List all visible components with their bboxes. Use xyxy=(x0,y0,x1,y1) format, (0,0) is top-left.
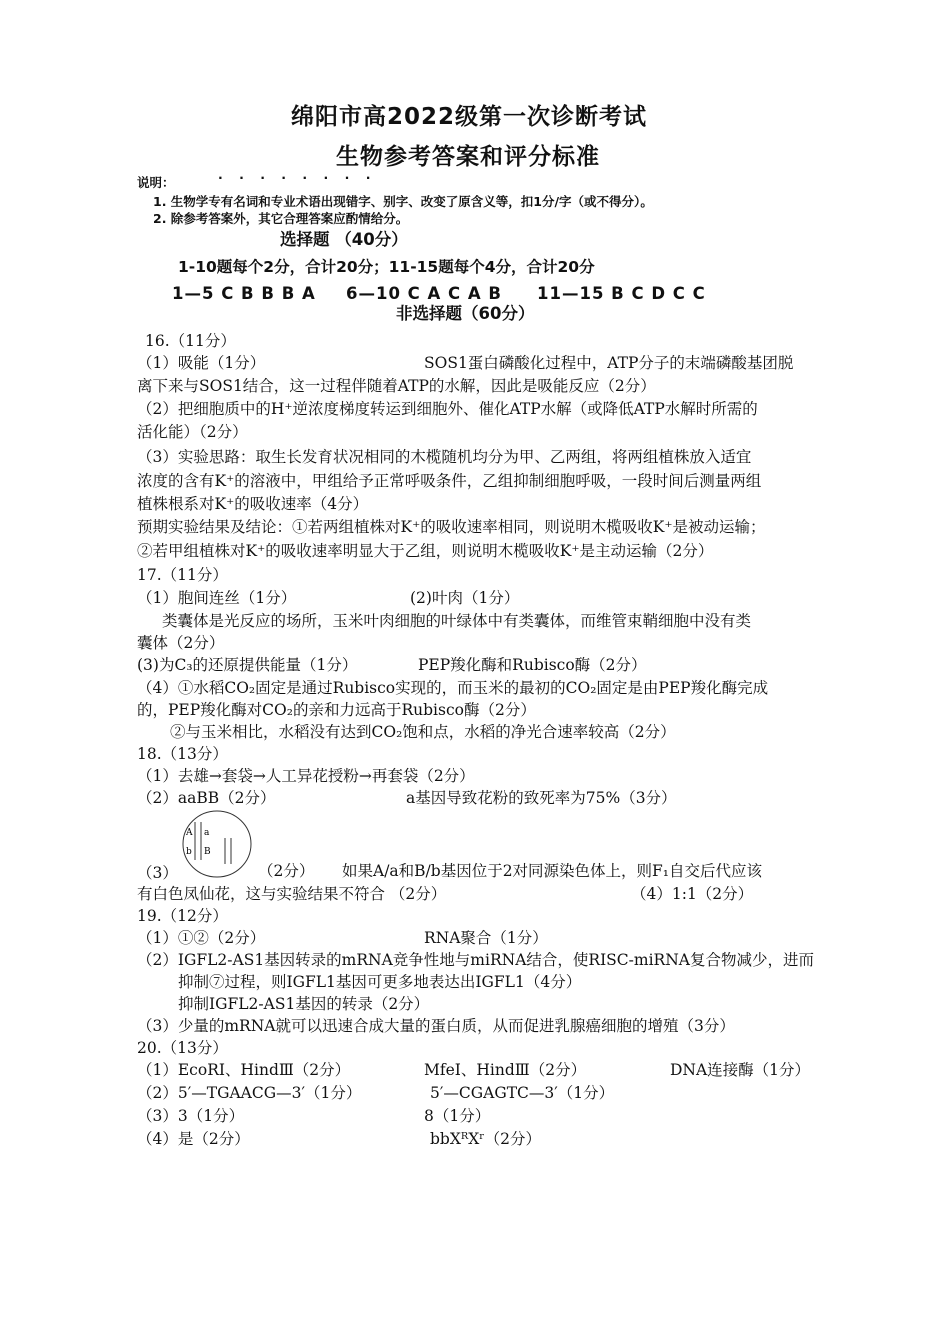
q17-answer-3: (3)为C₃的还原提供能量（1分） xyxy=(137,656,358,674)
q16-answer-1: （1）吸能（1分） xyxy=(137,354,266,372)
q16-prediction: 预期实验结果及结论：①若两组植株对K⁺的吸收速率相同，则说明木榄吸收K⁺是被动运输； xyxy=(137,518,766,536)
q20-heading: 20.（13分） xyxy=(137,1039,228,1057)
q20-answer-3b: 8（1分） xyxy=(424,1107,491,1125)
choice-scoring: 1-10题每个2分，合计20分；11-15题每个4分，合计20分 xyxy=(178,258,595,276)
q16-answer-2-cont: 活化能）（2分） xyxy=(137,423,248,441)
q20-answer-1: （1）EcoRI、HindⅢ（2分） xyxy=(137,1061,351,1079)
q20-answer-4: （4）是（2分） xyxy=(137,1130,250,1148)
q19-heading: 19.（12分） xyxy=(137,907,228,925)
q20-answer-1c: DNA连接酶（1分） xyxy=(670,1061,811,1079)
q20-answer-3: （3）3（1分） xyxy=(137,1107,245,1125)
q20-answer-2: （2）5′—TGAACG—3′（1分） xyxy=(137,1084,362,1102)
q18-answer-2: （2）aaBB（2分） xyxy=(137,789,276,807)
q16-answer-3: （3）实验思路：取生长发育状况相同的木榄随机均分为甲、乙两组，将两组植株放入适宜 xyxy=(137,448,752,466)
q16-heading: 16.（11分） xyxy=(145,332,236,350)
q18-answer-3-explain: 如果A/a和B/b基因位于2对同源染色体上，则F₁自交后代应该 xyxy=(342,862,763,880)
q16-answer-1-explain-cont: 离下来与SOS1结合，这一过程伴随着ATP的水解，因此是吸能反应（2分） xyxy=(137,377,656,395)
q18-answer-2b: a基因导致花粉的致死率为75%（3分） xyxy=(406,789,677,807)
q19-answer-1: （1）①②（2分） xyxy=(137,929,266,947)
nonchoice-heading: 非选择题（60分） xyxy=(396,304,535,323)
q16-answer-3-cont: 浓度的含有K⁺的溶液中，甲组给予正常呼吸条件，乙组抑制细胞呼吸，一段时间后测量两组 xyxy=(137,472,762,490)
q17-answer-4: （4）①水稻CO₂固定是通过Rubisco实现的，而玉米的最初的CO₂固定是由PEP羧化酶完成 xyxy=(137,679,769,697)
emphasis-dots: · · · · · · · · xyxy=(218,170,377,185)
page-title: 绵阳市高2022级第一次诊断考试 xyxy=(291,104,648,130)
q18-answer-1: （1）去雄→套袋→人工异花授粉→再套袋（2分） xyxy=(137,767,475,785)
q18-answer-3-score: （2分） xyxy=(258,862,315,880)
allele-label-a: a xyxy=(204,828,210,838)
q20-answer-4b: bbXᴿXʳ（2分） xyxy=(430,1130,542,1148)
q19-answer-1b: RNA聚合（1分） xyxy=(424,929,548,947)
q18-answer-3-explain-cont: 有白色凤仙花，这与实验结果不符合 （2分） xyxy=(137,885,447,903)
q17-answer-3b: PEP羧化酶和Rubisco酶（2分） xyxy=(418,656,647,674)
q17-answer-4-cont: 的，PEP羧化酶对CO₂的亲和力远高于Rubisco酶（2分） xyxy=(137,701,536,719)
q17-answer-2: (2)叶肉（1分） xyxy=(410,589,520,607)
allele-label-A: A xyxy=(186,828,193,838)
q19-answer-3: （3）少量的mRNA就可以迅速合成大量的蛋白质，从而促进乳腺癌细胞的增殖（3分） xyxy=(137,1017,735,1035)
page-subtitle: 生物参考答案和评分标准 xyxy=(336,144,600,170)
q16-answer-2: （2）把细胞质中的H⁺逆浓度梯度转运到细胞外、催化ATP水解（或降低ATP水解时所需的 xyxy=(137,400,758,418)
q17-heading: 17.（11分） xyxy=(137,566,228,584)
note-item-1: 1. 生物学专有名词和专业术语出现错字、别字、改变了原含义等，扣1分/字（或不得分）。 xyxy=(153,194,653,209)
q17-answer-2-explain-cont: 囊体（2分） xyxy=(137,634,225,652)
q20-answer-1b: MfeI、HindⅢ（2分） xyxy=(424,1061,587,1079)
q16-answer-1-explain: SOS1蛋白磷酸化过程中，ATP分子的末端磷酸基团脱 xyxy=(424,354,794,372)
q19-answer-2: （2）IGFL2-AS1基因转录的mRNA竞争性地与miRNA结合，使RISC-miRNA复合物减少，进而 xyxy=(137,951,814,969)
notes-heading: 说明： xyxy=(137,175,175,190)
q20-answer-2b: 5′—CGAGTC—3′（1分） xyxy=(430,1084,615,1102)
choice-answers-11-15: 11—15 B C D C C xyxy=(537,284,706,303)
allele-label-b: b xyxy=(186,847,192,857)
q18-answer-3: （3） xyxy=(137,864,178,882)
choice-answers-1-5: 1—5 C B B B A xyxy=(172,284,316,303)
note-item-2: 2. 除参考答案外，其它合理答案应酌情给分。 xyxy=(153,211,409,226)
q19-answer-2-part2: 抑制IGFL2-AS1基因的转录（2分） xyxy=(178,995,430,1013)
q16-answer-3-cont2: 植株根系对K⁺的吸收速率（4分） xyxy=(137,495,369,513)
q18-heading: 18.（13分） xyxy=(137,745,228,763)
q17-answer-4-part2: ②与玉米相比，水稻没有达到CO₂饱和点，水稻的净光合速率较高（2分） xyxy=(170,723,676,741)
choice-heading: 选择题 （40分） xyxy=(280,230,408,249)
q17-answer-1: （1）胞间连丝（1分） xyxy=(137,589,297,607)
choice-answers-6-10: 6—10 C A C A B xyxy=(346,284,502,303)
allele-label-B: B xyxy=(204,847,211,857)
q18-answer-4: （4）1:1（2分） xyxy=(631,885,754,903)
q16-prediction-cont: ②若甲组植株对K⁺的吸收速率明显大于乙组，则说明木榄吸收K⁺是主动运输（2分） xyxy=(137,542,714,560)
cell-chromosome-diagram xyxy=(180,808,254,880)
q19-answer-2-cont: 抑制⑦过程，则IGFL1基因可更多地表达出IGFL1（4分） xyxy=(178,973,582,991)
q17-answer-2-explain: 类囊体是光反应的场所，玉米叶肉细胞的叶绿体中有类囊体，而维管束鞘细胞中没有类 xyxy=(162,612,752,630)
